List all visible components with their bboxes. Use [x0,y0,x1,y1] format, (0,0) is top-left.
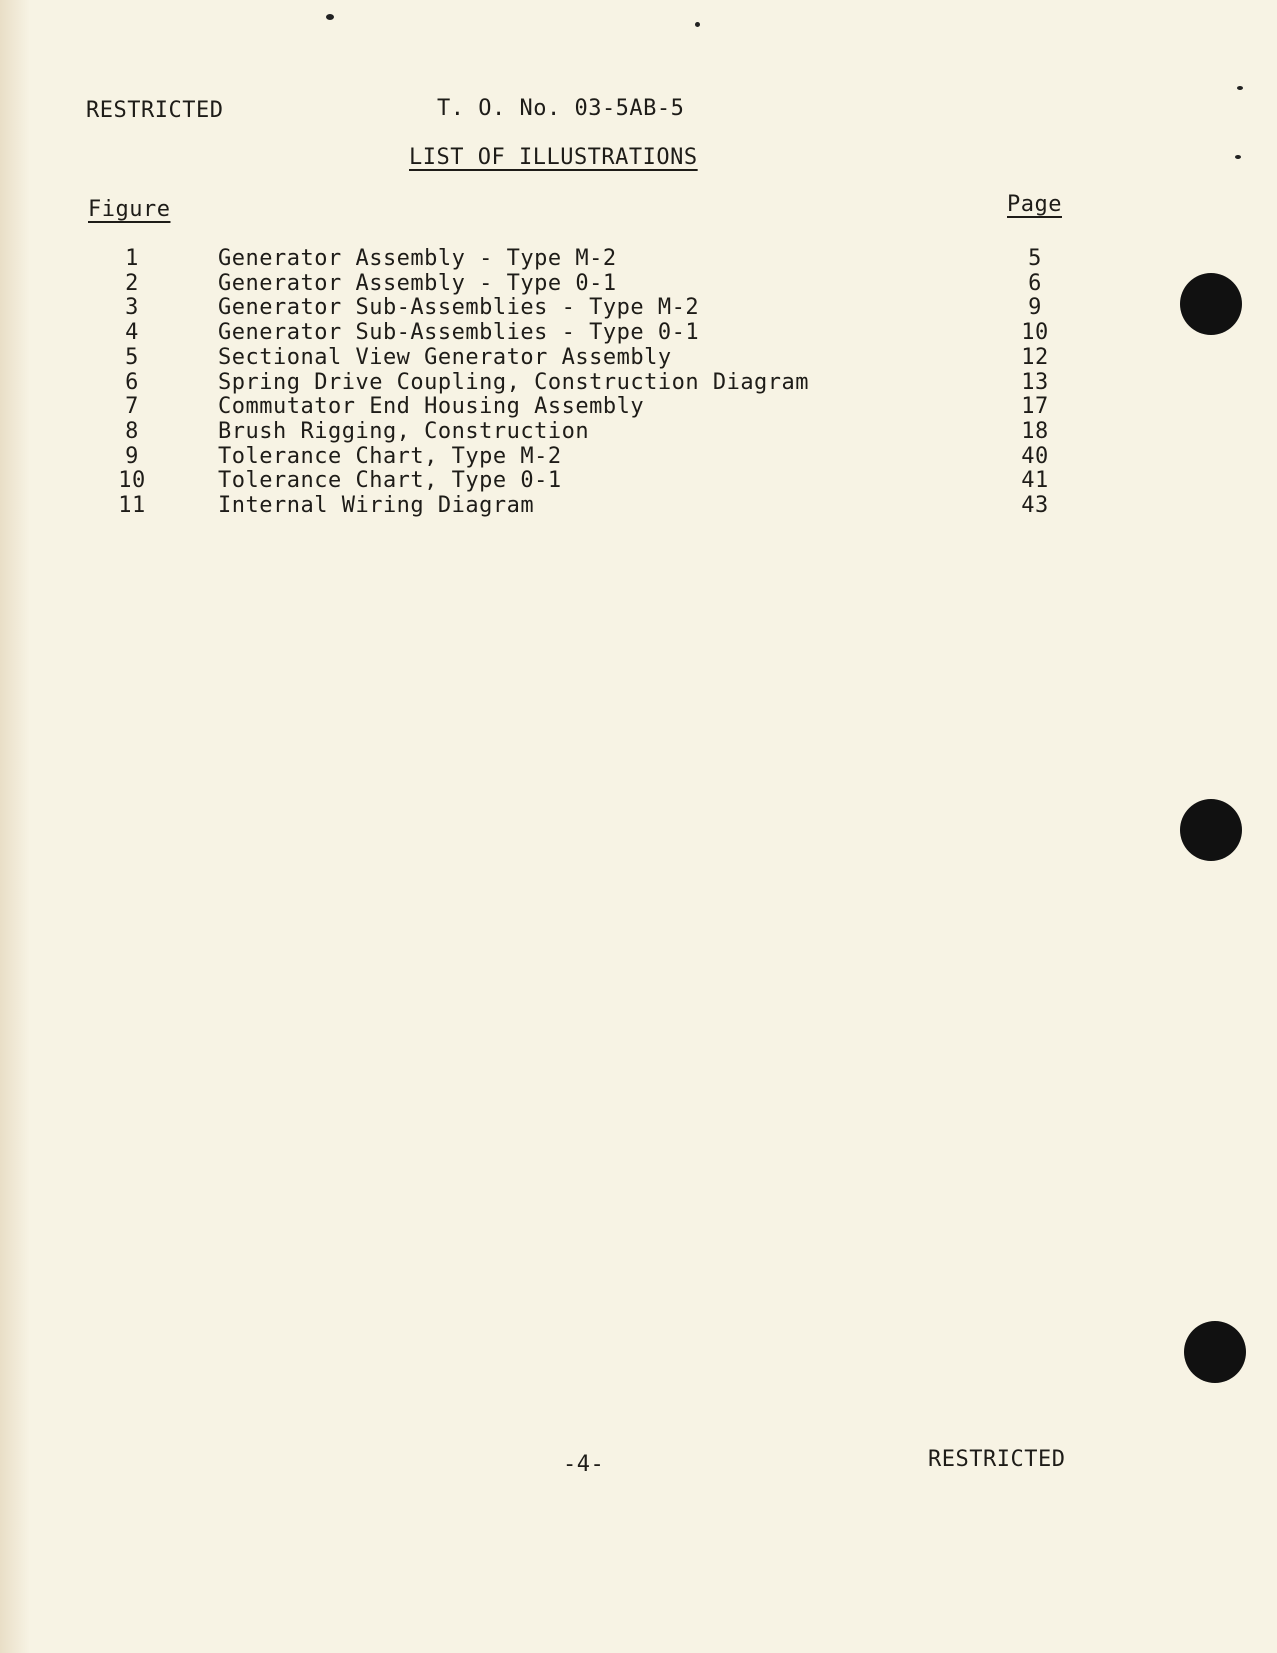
figure-number: 10 [118,468,146,494]
figure-number: 4 [125,320,139,346]
figure-title: Tolerance Chart, Type M-2 [218,443,562,469]
figure-number: 8 [125,418,139,444]
figure-title: Spring Drive Coupling, Construction Diagram [218,369,810,395]
ink-speck [1235,155,1241,159]
figure-number: 5 [125,344,139,370]
list-item [0,395,1277,419]
figure-title: Tolerance Chart, Type 0-1 [218,468,562,494]
figure-title: Generator Sub-Assemblies - Type 0-1 [218,320,700,346]
figure-number: 1 [125,246,139,271]
list-item [0,445,1277,469]
list-item [0,321,1277,345]
page-number: 12 [1021,344,1049,370]
figure-number: 3 [125,295,139,321]
figure-title: Internal Wiring Diagram [218,493,535,518]
page-number: 10 [1021,320,1049,346]
list-item [0,494,1277,518]
figure-title: Generator Assembly - Type M-2 [218,246,617,271]
header-restricted-label: RESTRICTED [86,98,224,123]
ink-speck [1237,86,1243,90]
list-item [0,272,1277,296]
page-number: 18 [1021,418,1049,444]
ink-speck [695,22,700,27]
list-item [0,371,1277,395]
list-item [0,247,1277,271]
section-title: LIST OF ILLUSTRATIONS [409,145,698,170]
binder-hole-middle [1180,799,1242,861]
figure-title: Generator Sub-Assemblies - Type M-2 [218,295,700,321]
figure-number: 6 [125,369,139,395]
list-item [0,346,1277,370]
page-number: 6 [1028,270,1042,296]
document-number: T. O. No. 03-5AB-5 [437,96,685,121]
page-number: 40 [1021,443,1049,469]
page-column-header: Page [1007,192,1062,217]
footer-page-number: -4- [563,1452,605,1477]
page-number: 9 [1028,295,1042,321]
figure-number: 2 [125,270,139,296]
figure-title: Brush Rigging, Construction [218,418,590,444]
binder-hole-bottom [1184,1321,1246,1383]
figure-number: 11 [118,493,146,518]
figure-title: Generator Assembly - Type 0-1 [218,270,617,296]
figure-column-header: Figure [88,197,171,222]
figure-number: 9 [125,443,139,469]
figure-title: Sectional View Generator Assembly [218,344,672,370]
figure-number: 7 [125,394,139,420]
page-number: 17 [1021,394,1049,420]
page-number: 5 [1028,246,1042,271]
list-item [0,296,1277,320]
page-number: 13 [1021,369,1049,395]
figure-title: Commutator End Housing Assembly [218,394,645,420]
page-number: 43 [1021,493,1049,518]
ink-speck [326,14,334,20]
footer-restricted-label: RESTRICTED [928,1447,1066,1472]
binder-hole-top [1180,273,1242,335]
list-item [0,420,1277,444]
list-item [0,469,1277,493]
page-number: 41 [1021,468,1049,494]
